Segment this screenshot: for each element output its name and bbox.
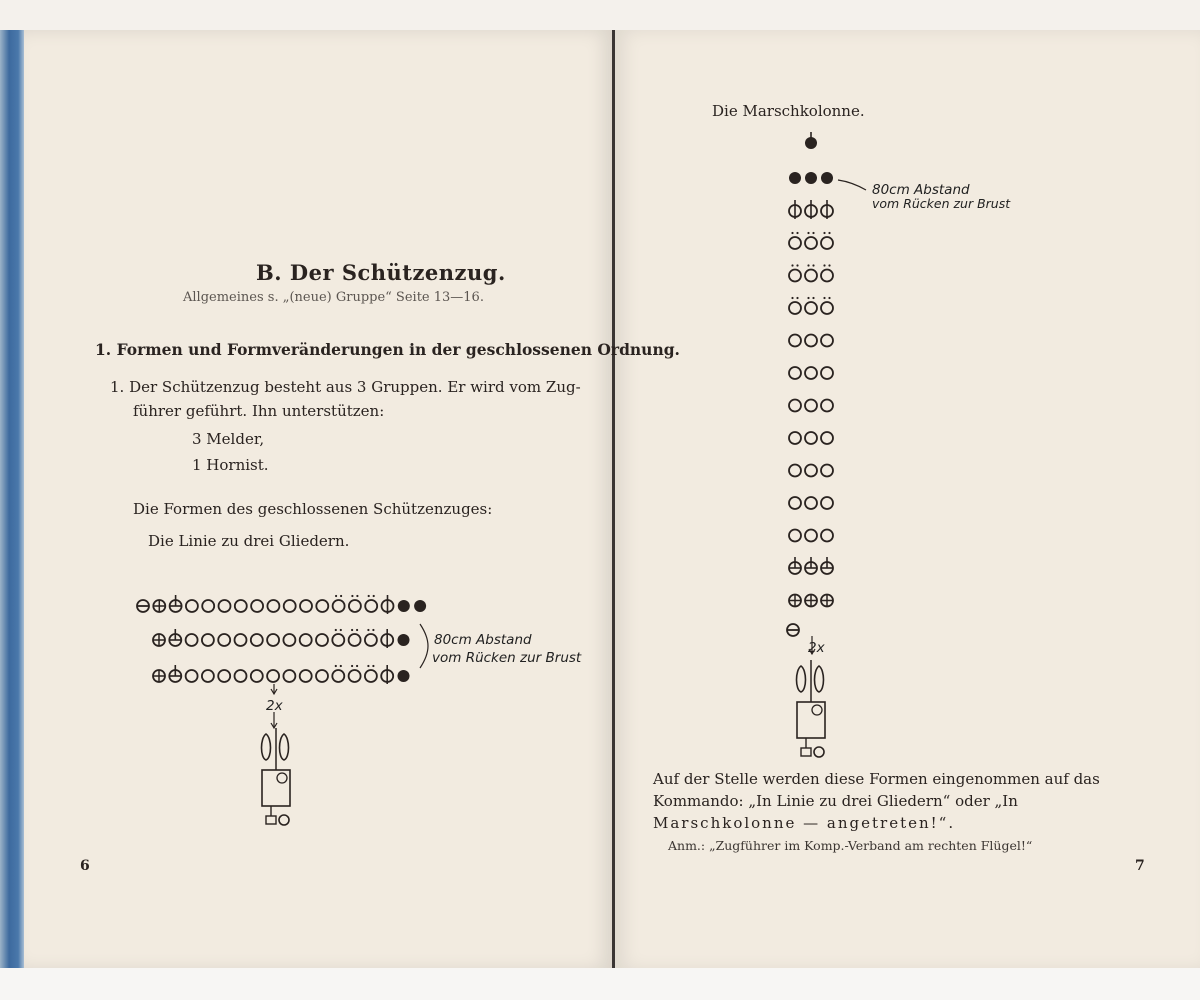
paragraph-line: 1. Der Schützenzug besteht aus 3 Gruppen. Er wird vom Zug-: [110, 378, 581, 396]
soldier-symbol: [365, 600, 377, 612]
soldier-symbol: [267, 670, 279, 682]
soldier-symbol: [414, 600, 426, 612]
soldier-symbol: [202, 600, 214, 612]
soldier-symbol: [805, 400, 817, 412]
soldier-mark: [356, 595, 358, 597]
section-subtitle: Allgemeines s. „(neue) Gruppe“ Seite 13—16.: [183, 290, 484, 305]
soldier-symbol: [821, 530, 833, 542]
bracket: [420, 624, 428, 668]
soldier-symbol: [821, 367, 833, 379]
soldier-mark: [791, 297, 793, 299]
soldier-mark: [367, 665, 369, 667]
soldier-symbol: [805, 172, 817, 184]
soldier-symbol: [300, 600, 312, 612]
soldier-mark: [372, 665, 374, 667]
forms-intro: Die Formen des geschlossenen Schützenzuges:: [133, 500, 493, 518]
soldier-mark: [823, 264, 825, 266]
soldier-symbol: [235, 634, 247, 646]
soldier-symbol: [789, 335, 801, 347]
soldier-symbol: [789, 367, 801, 379]
soldier-symbol: [789, 302, 801, 314]
soldier-symbol: [283, 634, 295, 646]
soldier-mark: [372, 629, 374, 631]
soldier-symbol: [235, 670, 247, 682]
soldier-symbol: [333, 600, 345, 612]
soldier-mark: [368, 595, 370, 597]
soldier-symbol: [202, 670, 214, 682]
list-item: 1 Hornist.: [192, 456, 269, 474]
soldier-mark: [335, 595, 337, 597]
soldier-symbol: [821, 465, 833, 477]
soldier-symbol: [805, 137, 817, 149]
form-name: Die Linie zu drei Gliedern.: [148, 532, 350, 550]
soldier-symbol: [789, 432, 801, 444]
soldier-symbol: [789, 172, 801, 184]
soldier-symbol: [365, 634, 377, 646]
soldier-mark: [812, 264, 814, 266]
soldier-symbol: [789, 530, 801, 542]
section-title: B. Der Schützenzug.: [256, 260, 506, 285]
soldier-symbol: [821, 335, 833, 347]
soldier-symbol: [316, 670, 328, 682]
soldier-symbol: [267, 600, 279, 612]
soldier-mark: [812, 232, 814, 234]
soldier-mark: [791, 264, 793, 266]
soldier-mark: [828, 297, 830, 299]
soldier-mark: [340, 629, 342, 631]
list-item: 3 Melder,: [192, 430, 265, 448]
soldier-mark: [335, 665, 337, 667]
soldier-symbol: [789, 400, 801, 412]
soldier-mark: [356, 665, 358, 667]
soldier-mark: [791, 232, 793, 234]
soldier-mark: [823, 232, 825, 234]
paragraph-line: Kommando: „In Linie zu drei Gliedern“ oder „In: [653, 792, 1018, 810]
soldier-symbol: [789, 270, 801, 282]
soldier-mark: [351, 665, 353, 667]
soldier-symbol: [283, 670, 295, 682]
soldier-mark: [340, 595, 342, 597]
soldier-symbol: [805, 237, 817, 249]
distance-label: 2x: [266, 698, 283, 714]
soldier-symbol: [821, 497, 833, 509]
soldier-symbol: [805, 530, 817, 542]
leader-symbol: [801, 748, 811, 756]
soldier-mark: [807, 297, 809, 299]
soldier-symbol: [789, 497, 801, 509]
soldier-symbol: [251, 634, 263, 646]
soldier-symbol: [805, 432, 817, 444]
leader-symbol: [262, 734, 271, 760]
soldier-symbol: [821, 400, 833, 412]
line-formation-diagram: [137, 595, 428, 825]
soldier-symbol: [789, 237, 801, 249]
leader-symbol: [797, 666, 806, 692]
soldier-symbol: [821, 237, 833, 249]
soldier-symbol: [218, 670, 230, 682]
soldier-mark: [351, 629, 353, 631]
distance-annotation: 80cm Abstand: [434, 632, 532, 648]
soldier-symbol: [186, 634, 198, 646]
soldier-symbol: [332, 634, 344, 646]
soldier-symbol: [365, 670, 377, 682]
soldier-symbol: [202, 634, 214, 646]
soldier-symbol: [267, 634, 279, 646]
soldier-symbol: [805, 465, 817, 477]
soldier-mark: [796, 264, 798, 266]
soldier-symbol: [349, 634, 361, 646]
soldier-mark: [828, 232, 830, 234]
soldier-mark: [367, 629, 369, 631]
bracket: [838, 180, 866, 190]
soldier-mark: [335, 629, 337, 631]
soldier-symbol: [316, 634, 328, 646]
leader-symbol: [279, 815, 289, 825]
leader-symbol: [814, 747, 824, 757]
distance-annotation: 80cm Abstand: [872, 182, 970, 198]
soldier-symbol: [349, 670, 361, 682]
soldier-symbol: [805, 497, 817, 509]
soldier-symbol: [805, 367, 817, 379]
soldier-mark: [812, 297, 814, 299]
soldier-mark: [807, 232, 809, 234]
soldier-symbol: [251, 670, 263, 682]
soldier-symbol: [218, 634, 230, 646]
soldier-symbol: [349, 600, 361, 612]
soldier-symbol: [316, 600, 328, 612]
leader-symbol: [280, 734, 289, 760]
paragraph-line: führer geführt. Ihn unterstützen:: [133, 402, 385, 420]
paragraph-line: Auf der Stelle werden diese Formen eingenommen auf das: [653, 770, 1100, 788]
soldier-symbol: [235, 600, 247, 612]
soldier-symbol: [398, 634, 410, 646]
soldier-symbol: [821, 432, 833, 444]
soldier-mark: [823, 297, 825, 299]
soldier-symbol: [821, 172, 833, 184]
soldier-symbol: [251, 600, 263, 612]
soldier-symbol: [398, 670, 410, 682]
soldier-symbol: [300, 634, 312, 646]
leader-symbol: [812, 705, 822, 715]
soldier-symbol: [805, 335, 817, 347]
soldier-symbol: [821, 302, 833, 314]
soldier-mark: [351, 595, 353, 597]
soldier-mark: [340, 665, 342, 667]
soldier-mark: [796, 297, 798, 299]
soldier-symbol: [219, 600, 231, 612]
distance-label: 2x: [808, 640, 825, 656]
leader-symbol: [266, 816, 276, 824]
soldier-mark: [807, 264, 809, 266]
page-number: 7: [1135, 858, 1145, 874]
distance-annotation: vom Rücken zur Brust: [872, 196, 1011, 211]
soldier-mark: [356, 629, 358, 631]
soldier-symbol: [789, 465, 801, 477]
soldier-symbol: [821, 270, 833, 282]
soldier-mark: [796, 232, 798, 234]
soldier-symbol: [398, 600, 410, 612]
soldier-symbol: [186, 600, 198, 612]
soldier-symbol: [805, 270, 817, 282]
distance-annotation: vom Rücken zur Brust: [432, 650, 582, 666]
soldier-mark: [373, 595, 375, 597]
leader-symbol: [277, 773, 287, 783]
soldier-mark: [828, 264, 830, 266]
section-heading: 1. Formen und Formveränderungen in der geschlossenen Ordnung.: [95, 340, 680, 359]
soldier-symbol: [284, 600, 296, 612]
section-title: Die Marschkolonne.: [712, 102, 865, 120]
march-column-diagram: [787, 132, 866, 757]
soldier-symbol: [332, 670, 344, 682]
page-number: 6: [80, 858, 90, 874]
paragraph-line: Marschkolonne — angetreten!“.: [653, 814, 956, 832]
soldier-symbol: [300, 670, 312, 682]
note: Anm.: „Zugführer im Komp.-Verband am rechten Flügel!“: [668, 838, 1033, 853]
leader-symbol: [815, 666, 824, 692]
soldier-symbol: [186, 670, 198, 682]
soldier-symbol: [805, 302, 817, 314]
